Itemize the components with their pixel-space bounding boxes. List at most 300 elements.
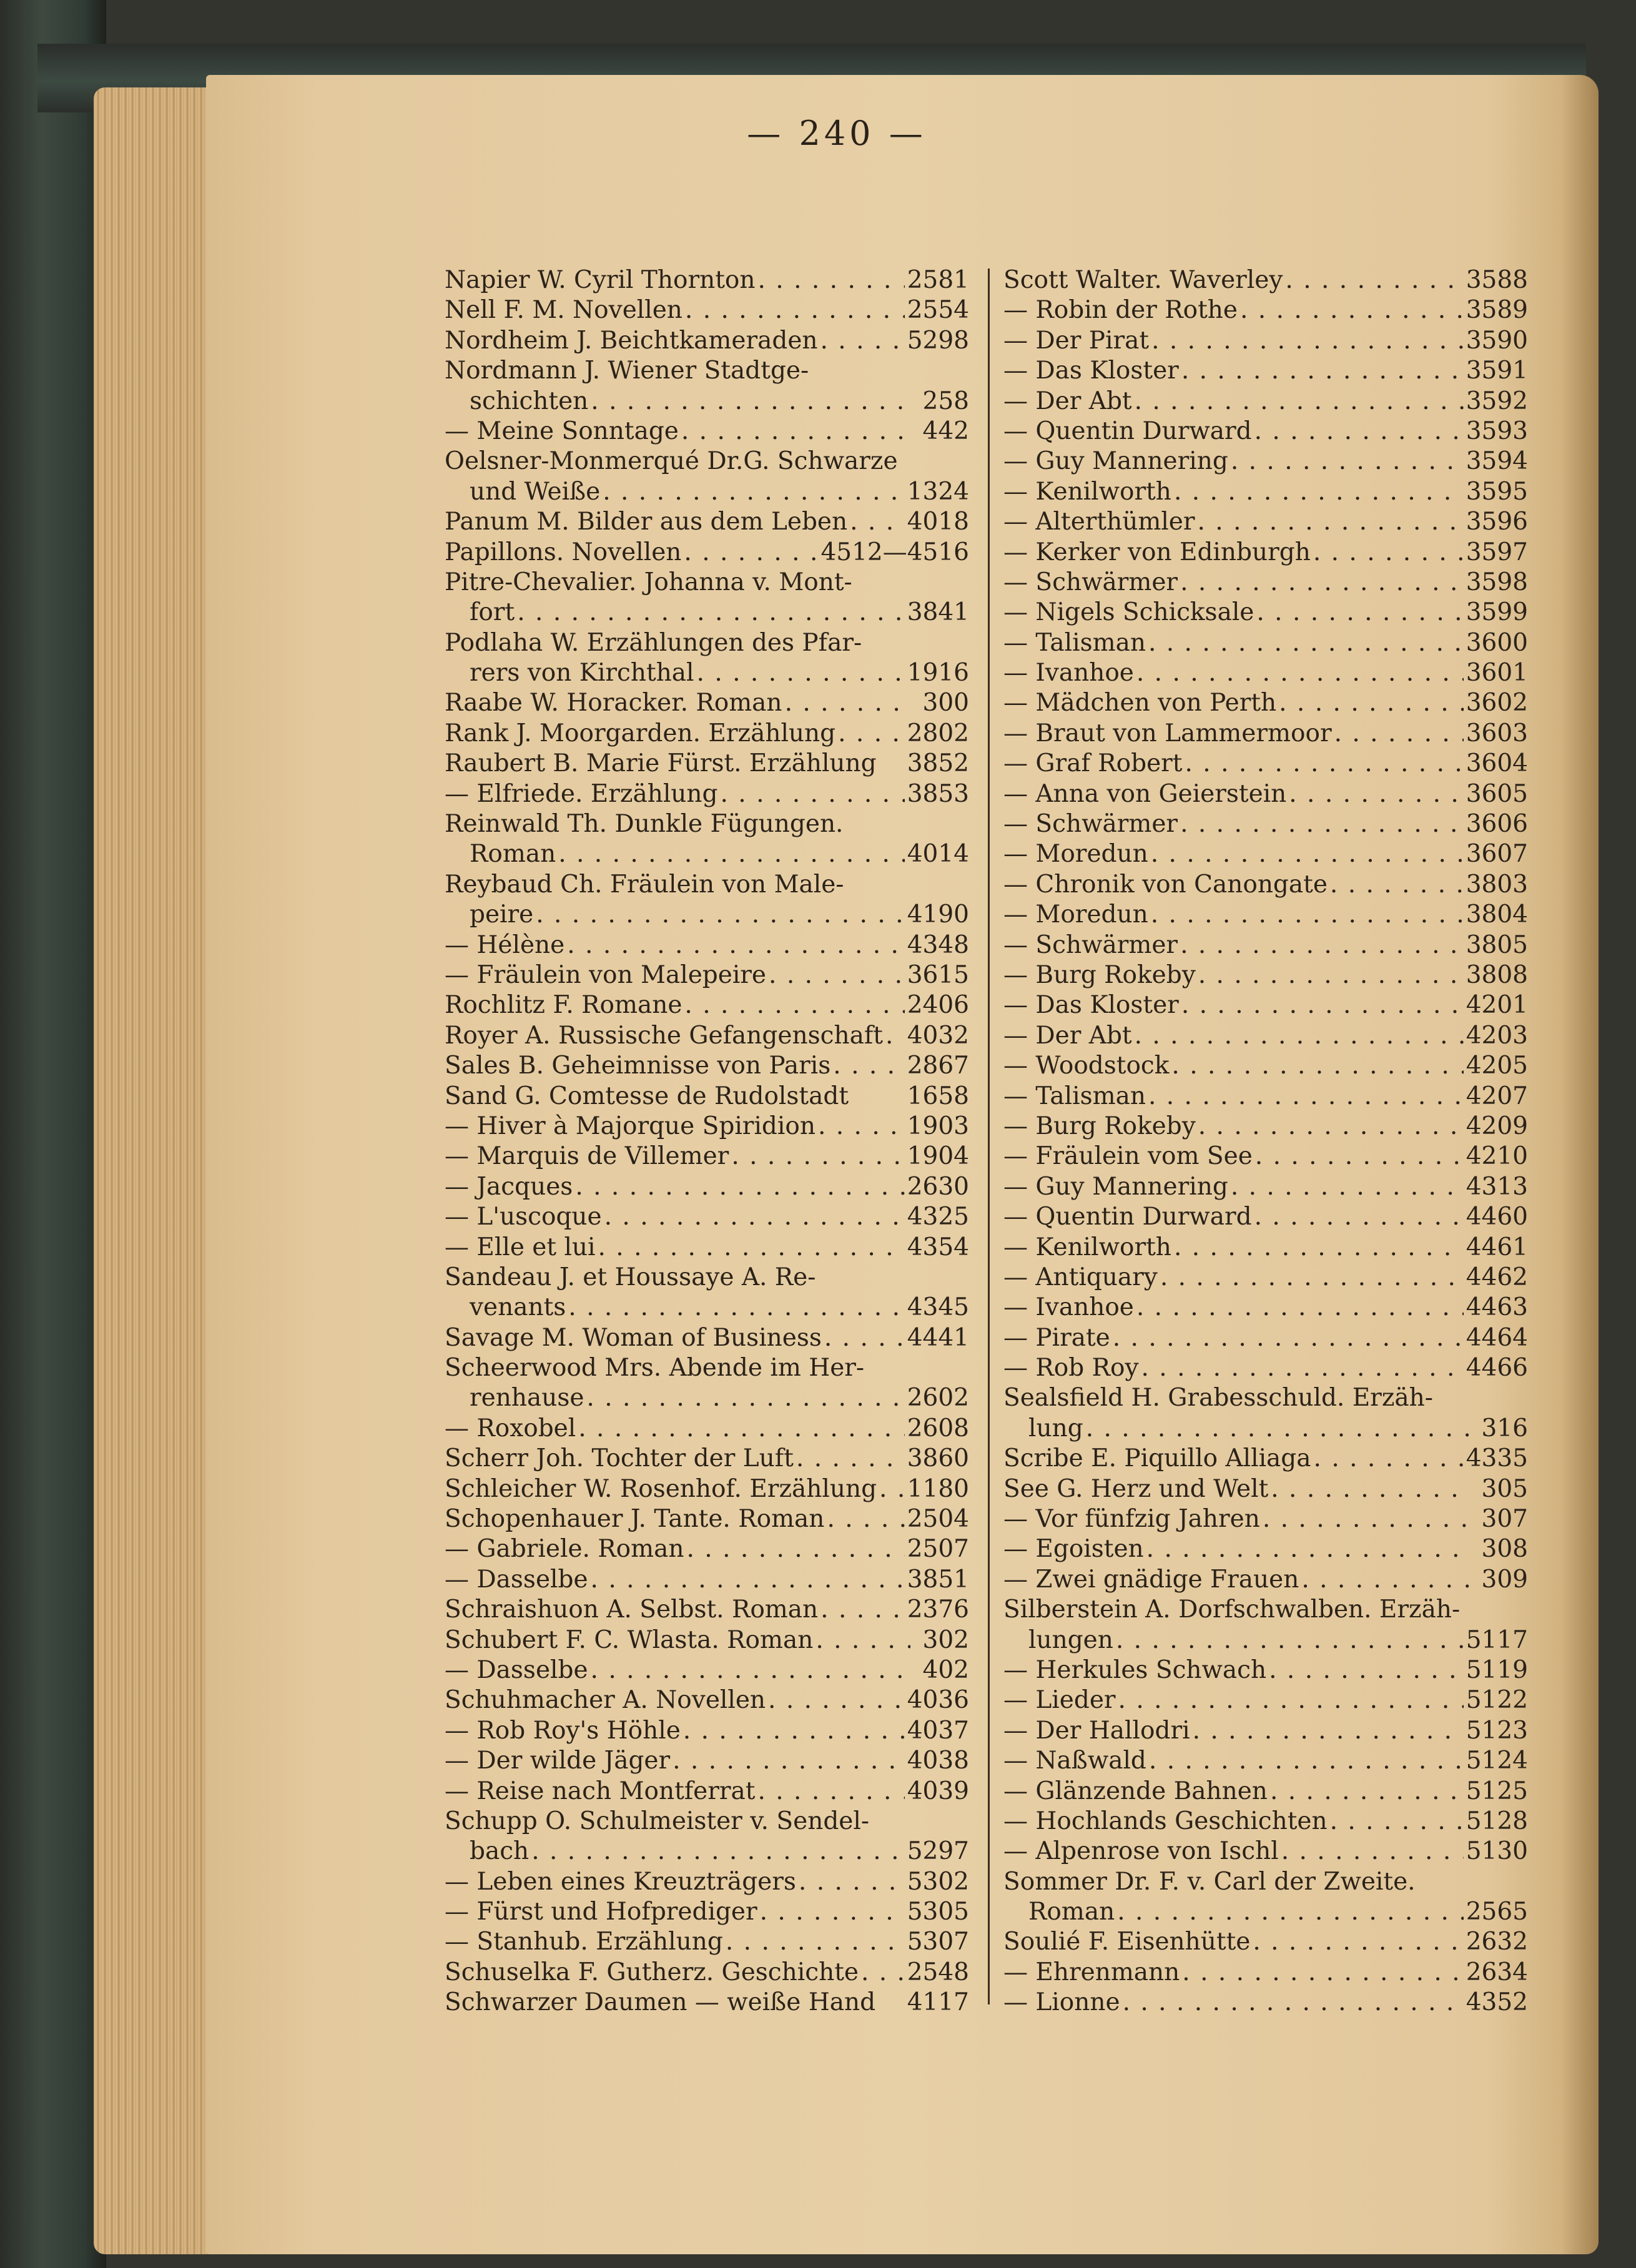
entry-title: — Schwärmer [1003,810,1178,839]
entry-title: Oelsner-Monmerqué Dr.G. Schwarze [445,447,898,476]
entry-title: Papillons. Novellen [445,538,682,566]
catalog-entry [445,1716,969,1746]
entry-number: 258 [922,387,969,415]
page-shadow [1561,75,1599,2254]
entry-title: Sand G. Comtesse de Rudolstadt [445,1082,849,1110]
entry-title: fort [470,598,515,627]
entry-title: — Ivanhoe [1003,659,1134,688]
entry-number: 3591 [1466,357,1528,385]
entry-title: — Anna von Geierstein [1003,779,1287,808]
entry-title: Schwarzer Daumen — weiße Hand [445,1988,876,2017]
catalog-entry [445,779,969,809]
catalog-entry [1003,1474,1528,1504]
catalog-entry [1003,265,1528,295]
catalog-entry [445,1867,969,1897]
dot-leader [1180,930,1464,960]
dot-leader [1181,990,1464,1020]
dot-leader [1174,1233,1464,1263]
entry-number: 4203 [1466,1021,1528,1050]
dot-leader [586,1383,904,1413]
entry-number: 3601 [1466,659,1528,688]
catalog-entry [1003,1655,1528,1685]
catalog-entry [1003,1202,1528,1232]
entry-number: 3615 [907,960,969,989]
catalog-entry [445,1837,969,1866]
entry-number: 3588 [1466,266,1528,294]
entry-title: — Ehrenmann [1003,1958,1180,1986]
entry-number: 5130 [1466,1837,1528,1866]
entry-title: Sealsfield H. Grabesschuld. Erzäh- [1003,1384,1433,1413]
entry-number: 2802 [907,719,969,747]
catalog-entry [1003,1988,1528,2018]
catalog-entry [1003,839,1528,869]
entry-title: Royer A. Russische Gefangenschaft [445,1021,883,1050]
entry-number: 316 [1481,1414,1528,1442]
dot-leader [1270,1777,1464,1807]
dot-leader [575,1172,904,1202]
catalog-entry [445,1927,969,1957]
catalog-entry [1003,1867,1528,1897]
catalog-entry [1003,1565,1528,1595]
catalog-entry [445,900,969,930]
entry-number: 5124 [1466,1747,1528,1775]
dot-leader [799,1867,905,1897]
entry-title: — L'uscoque [445,1203,602,1231]
entry-title: — Talisman [1003,628,1146,657]
entry-title: — Naßwald [1003,1747,1146,1775]
dot-leader [1301,1565,1469,1595]
entry-number: 4335 [1466,1444,1528,1473]
entry-title: Panum M. Bilder aus dem Leben [445,508,848,536]
catalog-entry [1003,1927,1528,1957]
dot-leader [568,1293,904,1323]
entry-title: — Das Kloster [1003,357,1179,385]
left-column [445,265,969,2018]
catalog-entry [1003,1595,1528,1625]
dot-leader [1314,1444,1464,1474]
entry-title: — Fräulein vom See [1003,1142,1253,1171]
dot-leader [820,1595,905,1625]
entry-title: Schopenhauer J. Tante. Roman [445,1505,825,1534]
catalog-entry [445,1565,969,1595]
catalog-entry [445,1534,969,1564]
catalog-entry [1003,1625,1528,1655]
catalog-entry [445,538,969,568]
dot-leader [1198,1112,1464,1141]
catalog-entry [1003,1293,1528,1323]
entry-title: Napier W. Cyril Thornton [445,266,756,294]
dot-leader [1136,1293,1464,1323]
entry-number: 308 [1481,1535,1528,1564]
entry-number: 3604 [1466,749,1528,778]
catalog-entry [445,1051,969,1081]
dot-leader [687,1534,905,1564]
entry-title: Scheerwood Mrs. Abende im Her- [445,1354,865,1383]
entry-title: — Quentin Durward [1003,1203,1252,1231]
catalog-entry [1003,1716,1528,1746]
entry-number: 4201 [1466,991,1528,1020]
entry-title: — Marquis de Villemer [445,1142,729,1171]
entry-title: — Leben eines Kreuzträgers [445,1867,796,1896]
entry-title: — Alpenrose von Ischl [1003,1837,1279,1866]
entry-title: — Gabriele. Roman [445,1535,684,1564]
entry-number: 3603 [1466,719,1528,747]
entry-title: — Dasselbe [445,1565,588,1594]
dot-leader [1174,477,1464,507]
dot-leader [721,779,905,809]
entry-title: Schupp O. Schulmeister v. Sendel- [445,1807,870,1835]
catalog-entry [1003,1082,1528,1112]
entry-title: — Meine Sonntage [445,417,679,445]
entry-number: 4117 [907,1988,969,2017]
entry-title: rers von Kirchthal [470,659,694,688]
entry-title: — Dasselbe [445,1655,588,1684]
entry-title: — Graf Robert [1003,749,1183,778]
entry-number: 402 [922,1655,969,1684]
entry-number: 5119 [1466,1655,1528,1684]
catalog-entry [1003,1141,1528,1171]
entry-number: 3596 [1466,508,1528,536]
entry-title: — Mädchen von Perth [1003,689,1277,717]
catalog-entry [1003,809,1528,839]
entry-title: — Fürst und Hofprediger [445,1898,757,1926]
dot-leader [1113,1323,1464,1353]
entry-title: Nordheim J. Beichtkameraden [445,326,818,355]
dot-leader [1279,688,1464,718]
entry-number: 2504 [907,1505,969,1534]
dot-leader [861,1958,905,1988]
entry-number: 1324 [907,477,969,506]
entry-number: 3597 [1466,538,1528,566]
dot-leader [879,1474,905,1504]
entry-number: 5123 [1466,1716,1528,1745]
catalog-entry [445,1172,969,1202]
dot-leader [1180,809,1464,839]
catalog-entry [445,265,969,295]
dot-leader [531,1837,905,1866]
dot-leader [768,1685,905,1715]
catalog-entry [1003,1021,1528,1051]
entry-number: 4512—4516 [820,538,969,566]
catalog-entry [1003,1504,1528,1534]
dot-leader [517,598,905,628]
entry-number: 4345 [907,1293,969,1322]
entry-number: 4210 [1466,1142,1528,1171]
catalog-entry [1003,658,1528,688]
dot-leader [1269,1655,1464,1685]
entry-title: Raubert B. Marie Fürst. Erzählung [445,749,877,778]
entry-number: 300 [922,689,969,717]
entry-number: 4313 [1466,1172,1528,1201]
entry-number: 4460 [1466,1203,1528,1231]
entry-title: und Weiße [470,477,601,506]
entry-title: — Lieder [1003,1686,1116,1715]
entry-number: 5302 [907,1867,969,1896]
entry-title: venants [470,1293,566,1322]
entry-number: 5297 [907,1837,969,1866]
catalog-entry [1003,477,1528,507]
entry-number: 4207 [1466,1082,1528,1110]
entry-number: 302 [922,1625,969,1654]
catalog-entry [1003,1112,1528,1141]
dot-leader [684,538,818,568]
entry-number: 2608 [907,1414,969,1442]
entry-title: Scribe E. Piquillo Alliaga [1003,1444,1311,1473]
dot-leader [1182,1958,1463,1988]
entry-number: 4325 [907,1203,969,1231]
catalog-entry [1003,1534,1528,1564]
catalog-entry [445,295,969,325]
dot-leader [726,1927,905,1957]
dot-leader [1193,1716,1464,1746]
catalog-entry [445,1625,969,1655]
catalog-entry [1003,295,1528,325]
dot-leader [681,417,910,446]
entry-title: — Das Kloster [1003,991,1179,1020]
entry-number: 4205 [1466,1052,1528,1080]
entry-number: 5122 [1466,1686,1528,1715]
entry-number: 4352 [1466,1988,1528,2017]
entry-title: — Hiver à Majorque Spiridion [445,1112,816,1140]
entry-number: 3593 [1466,417,1528,445]
catalog-entry [445,1777,969,1807]
page-number: — 240 — [747,114,927,153]
entry-title: Roman [1028,1898,1115,1926]
entry-number: 442 [922,417,969,445]
catalog-entry [445,1807,969,1837]
entry-title: — Moredun [1003,840,1148,869]
entry-number: 1904 [907,1142,969,1171]
catalog-entry [1003,1233,1528,1263]
catalog-entry [1003,1383,1528,1413]
right-column [1003,265,1528,2018]
entry-title: — Schwärmer [1003,930,1178,959]
entry-title: Soulié F. Eisenhütte [1003,1928,1251,1956]
dot-leader [758,265,905,295]
catalog-entry [445,870,969,900]
dot-leader [591,1655,910,1685]
catalog-entry [1003,538,1528,568]
catalog-entry [445,1383,969,1413]
entry-number: 5128 [1466,1807,1528,1835]
catalog-entry [1003,870,1528,900]
entry-number: 3590 [1466,326,1528,355]
dot-leader [685,295,905,325]
entry-title: — Reise nach Montferrat [445,1777,756,1805]
dot-leader [824,1323,905,1353]
entry-title: See G. Herz und Welt [1003,1474,1269,1503]
entry-number: 3805 [1466,930,1528,959]
catalog-entry [1003,1323,1528,1353]
entry-number: 1903 [907,1112,969,1140]
dot-leader [1271,1474,1469,1504]
entry-title: — Der Hallodri [1003,1716,1190,1745]
entry-number: 3602 [1466,689,1528,717]
entry-title: Roman [470,840,556,869]
entry-title: Schuhmacher A. Novellen [445,1686,766,1715]
catalog-entry [445,1263,969,1293]
catalog-entry [1003,1837,1528,1866]
dot-leader [1281,1837,1464,1866]
catalog-entry [1003,749,1528,779]
dot-leader [598,1233,905,1263]
dot-leader [1330,1807,1464,1837]
dot-leader [1151,900,1464,930]
entry-number: 2548 [907,1958,969,1986]
entry-number: 2602 [907,1384,969,1413]
dot-leader [558,839,905,869]
dot-leader [1254,1202,1464,1232]
entry-number: 5305 [907,1898,969,1926]
entry-number: 4014 [907,840,969,869]
entry-number: 3592 [1466,387,1528,415]
entry-number: 3589 [1466,296,1528,325]
dot-leader [885,1021,905,1051]
catalog-entry [1003,387,1528,417]
dot-leader [760,1897,905,1927]
entry-number: 5125 [1466,1777,1528,1805]
catalog-entry [1003,1353,1528,1383]
catalog-entry [1003,507,1528,537]
entry-number: 4032 [907,1021,969,1050]
entry-title: — Glänzende Bahnen [1003,1777,1268,1805]
entry-title: schichten [470,387,589,415]
entry-number: 2406 [907,991,969,1020]
catalog-entry [445,1685,969,1715]
entry-title: — Burg Rokeby [1003,1112,1196,1140]
catalog-entry [445,387,969,417]
entry-title: Podlaha W. Erzählungen des Pfar- [445,628,862,657]
entry-title: — Rob Roy [1003,1354,1139,1383]
dot-leader [1118,1685,1464,1715]
catalog-entry [445,1958,969,1988]
dot-leader [757,1777,904,1807]
catalog-entry [445,809,969,839]
dot-leader [818,1112,905,1141]
catalog-entry [445,1141,969,1171]
dot-leader [1141,1353,1463,1383]
dot-leader [1148,628,1464,658]
entry-title: — Kerker von Edinburgh [1003,538,1311,566]
entry-title: Reinwald Th. Dunkle Fügungen. [445,810,844,839]
catalog-entry [445,477,969,507]
dot-leader [1151,326,1464,356]
entry-number: 3803 [1466,870,1528,899]
dot-leader [1135,1021,1464,1051]
entry-number: 4036 [907,1686,969,1715]
entry-number: 2630 [907,1172,969,1201]
entry-number: 5307 [907,1928,969,1956]
entry-title: — Schwärmer [1003,568,1178,596]
dot-leader [1313,538,1464,568]
entry-title: — Hochlands Geschichten [1003,1807,1328,1835]
entry-number: 3606 [1466,810,1528,839]
catalog-entry [445,719,969,749]
entry-title: Scherr Joh. Tochter der Luft [445,1444,794,1473]
catalog-entry [1003,568,1528,598]
entry-number: 3851 [907,1565,969,1594]
dot-leader [1116,1625,1464,1655]
entry-title: — Hélène [445,930,565,959]
dot-leader [1171,1051,1463,1081]
catalog-entry [1003,1172,1528,1202]
entry-title: — Chronik von Canongate [1003,870,1328,899]
dot-leader [820,326,905,356]
dot-leader [827,1504,904,1534]
entry-number: 4466 [1466,1354,1528,1383]
entry-title: Pitre-Chevalier. Johanna v. Mont- [445,568,852,596]
catalog-entry [445,1595,969,1625]
dot-leader [838,719,905,749]
catalog-entry [445,1323,969,1353]
entry-title: — Der Pirat [1003,326,1150,355]
dot-leader [1240,295,1464,325]
entry-number: 305 [1481,1474,1528,1503]
dot-leader [604,1202,905,1232]
catalog-entry [1003,1958,1528,1988]
catalog-entry [445,1746,969,1776]
catalog-entry [445,1655,969,1685]
dot-leader [591,1565,905,1595]
catalog-entry [445,839,969,869]
entry-title: — Zwei gnädige Frauen [1003,1565,1299,1594]
catalog-entry [1003,1897,1528,1927]
catalog-entry [1003,1051,1528,1081]
entry-title: peire [470,900,534,929]
catalog-entry [445,990,969,1020]
entry-title: — Der wilde Jäger [445,1747,671,1775]
catalog-entry [445,1202,969,1232]
entry-title: — Fräulein von Malepeire [445,960,767,989]
entry-title: — Woodstock [1003,1052,1170,1080]
dot-leader [850,507,905,537]
entry-number: 3841 [907,598,969,627]
entry-number: 4209 [1466,1112,1528,1140]
entry-title: — Alterthümler [1003,508,1195,536]
entry-number: 3594 [1466,447,1528,476]
catalog-entry [445,960,969,990]
entry-title: — Talisman [1003,1082,1146,1110]
dot-leader [1231,446,1464,476]
catalog-entry [445,326,969,356]
entry-title: — Braut von Lammermoor [1003,719,1332,747]
dot-leader [1334,719,1464,749]
entry-number: 2634 [1466,1958,1528,1986]
dot-leader [1117,1897,1464,1927]
catalog-entry [445,1293,969,1323]
catalog-entry [445,930,969,960]
entry-number: 4461 [1466,1233,1528,1261]
catalog-entry [1003,1414,1528,1444]
entry-title: Nordmann J. Wiener Stadtge- [445,357,809,385]
entry-title: — Kenilworth [1003,1233,1171,1261]
dot-leader [673,1746,905,1776]
entry-number: 2632 [1466,1928,1528,1956]
dot-leader [536,900,904,930]
dot-leader [1253,1927,1463,1957]
entry-number: 2554 [907,296,969,325]
entry-title: Schleicher W. Rosenhof. Erzählung [445,1474,877,1503]
entry-number: 4464 [1466,1323,1528,1352]
catalog-entry [445,1021,969,1051]
entry-number: 3860 [907,1444,969,1473]
entry-number: 2507 [907,1535,969,1564]
column-divider [988,269,990,2004]
dot-leader [1255,1141,1464,1171]
entry-title: lungen [1028,1625,1113,1654]
entry-number: 4441 [907,1323,969,1352]
entry-title: — Guy Mannering [1003,1172,1228,1201]
